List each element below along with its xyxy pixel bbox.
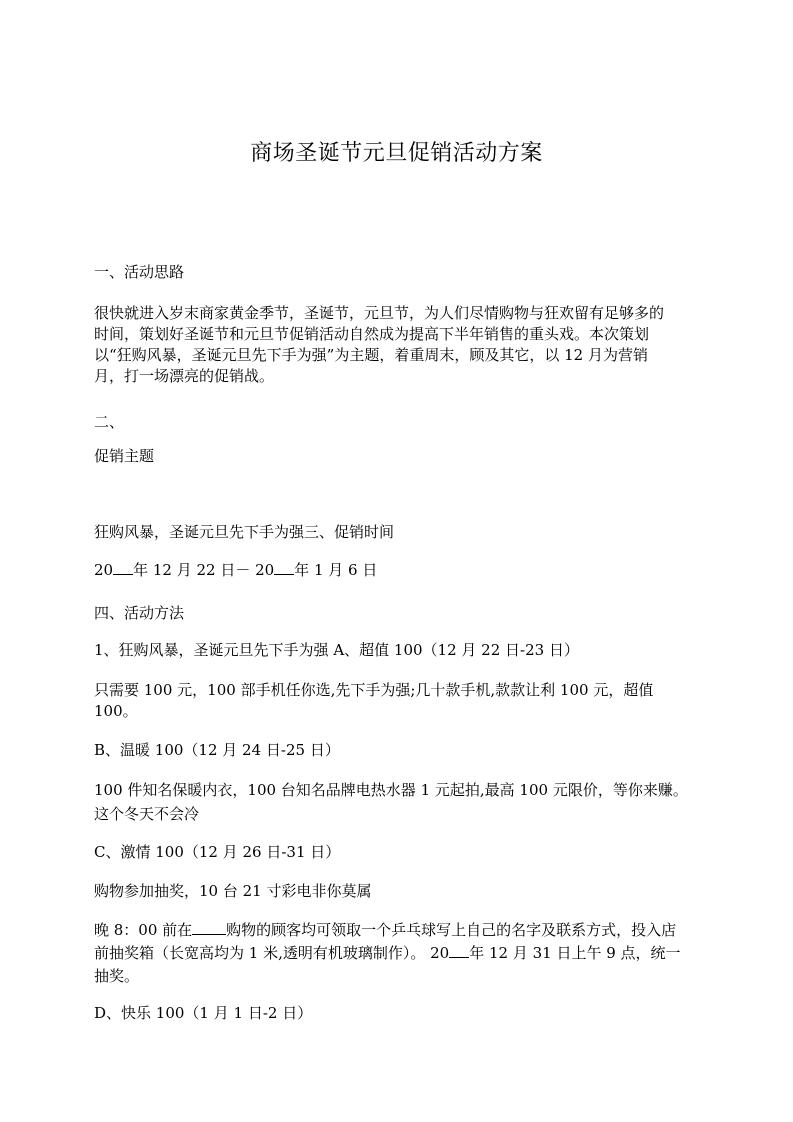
blank-fill — [192, 921, 226, 935]
paragraph-line: 时间，策划好圣诞节和元旦节促销活动自然成为提高下半年销售的重头戏。本次策划 — [94, 325, 650, 343]
paragraph-line — [94, 943, 706, 964]
text-span: 购物的顾客均可领取一个乒乓球写上自己的名字及联系方式，投入店 — [226, 921, 677, 939]
text-span: 晚 8：00 前在 — [94, 921, 193, 939]
promo-theme-heading: 促销主题 — [94, 447, 155, 465]
activity-item-b: B、温暖 100（12 月 24 日-25 日） — [94, 741, 340, 759]
paragraph-line: 很快就进入岁末商家黄金季节，圣诞节，元旦节，为人们尽情购物与狂欢留有足够多的 — [94, 304, 665, 322]
date-year-prefix: 20 — [94, 561, 114, 579]
paragraph-line: 只需要 100 元，100 部手机任你选,先下手为强;几十款手机,款款让利 100 元，超值 — [94, 681, 654, 699]
paragraph-line — [94, 920, 706, 941]
theme-line: 狂购风暴，圣诞元旦先下手为强三、促销时间 — [94, 523, 395, 541]
date-middle: 年 12 月 22 日－ 20 — [133, 561, 275, 579]
section-heading-1: 一、活动思路 — [94, 263, 185, 281]
activity-item-d: D、快乐 100（1 月 1 日-2 日） — [94, 1004, 313, 1022]
blank-fill — [449, 944, 469, 958]
activity-item-c: C、激情 100（12 月 26 日-31 日） — [94, 843, 341, 861]
paragraph-line: 以“狂购风暴，圣诞元旦先下手为强”为主题，着重周末，顾及其它，以 12 月为营销 — [94, 346, 648, 364]
date-end: 年 1 月 6 日 — [294, 561, 378, 579]
section-heading-4: 四、活动方法 — [94, 604, 185, 622]
paragraph-line: 100。 — [94, 702, 138, 720]
promo-date-line — [94, 560, 706, 581]
section-heading-2: 二、 — [94, 413, 125, 431]
blank-fill — [274, 561, 294, 575]
text-span: 年 12 月 31 日上午 9 点，统一 — [469, 944, 681, 962]
text-span: 前抽奖箱（长宽高均为 1 米,透明有机玻璃制作）。 20 — [94, 944, 450, 962]
paragraph-line: 月，打一场漂亮的促销战。 — [94, 367, 275, 385]
paragraph-line: 购物参加抽奖，10 台 21 寸彩电非你莫属 — [94, 882, 372, 900]
paragraph-line: 100 件知名保暖内衣，100 台知名品牌电热水器 1 元起拍,最高 100 元限价，等你来赚。 — [94, 781, 688, 799]
blank-fill — [113, 561, 133, 575]
document-title: 商场圣诞节元旦促销活动方案 — [250, 141, 543, 166]
activity-item-1: 1、狂购风暴，圣诞元旦先下手为强 A、超值 100（12 月 22 日-23 日） — [94, 641, 579, 659]
paragraph-line: 这个冬天不会冷 — [94, 805, 200, 823]
paragraph-line: 抽奖。 — [94, 967, 140, 985]
